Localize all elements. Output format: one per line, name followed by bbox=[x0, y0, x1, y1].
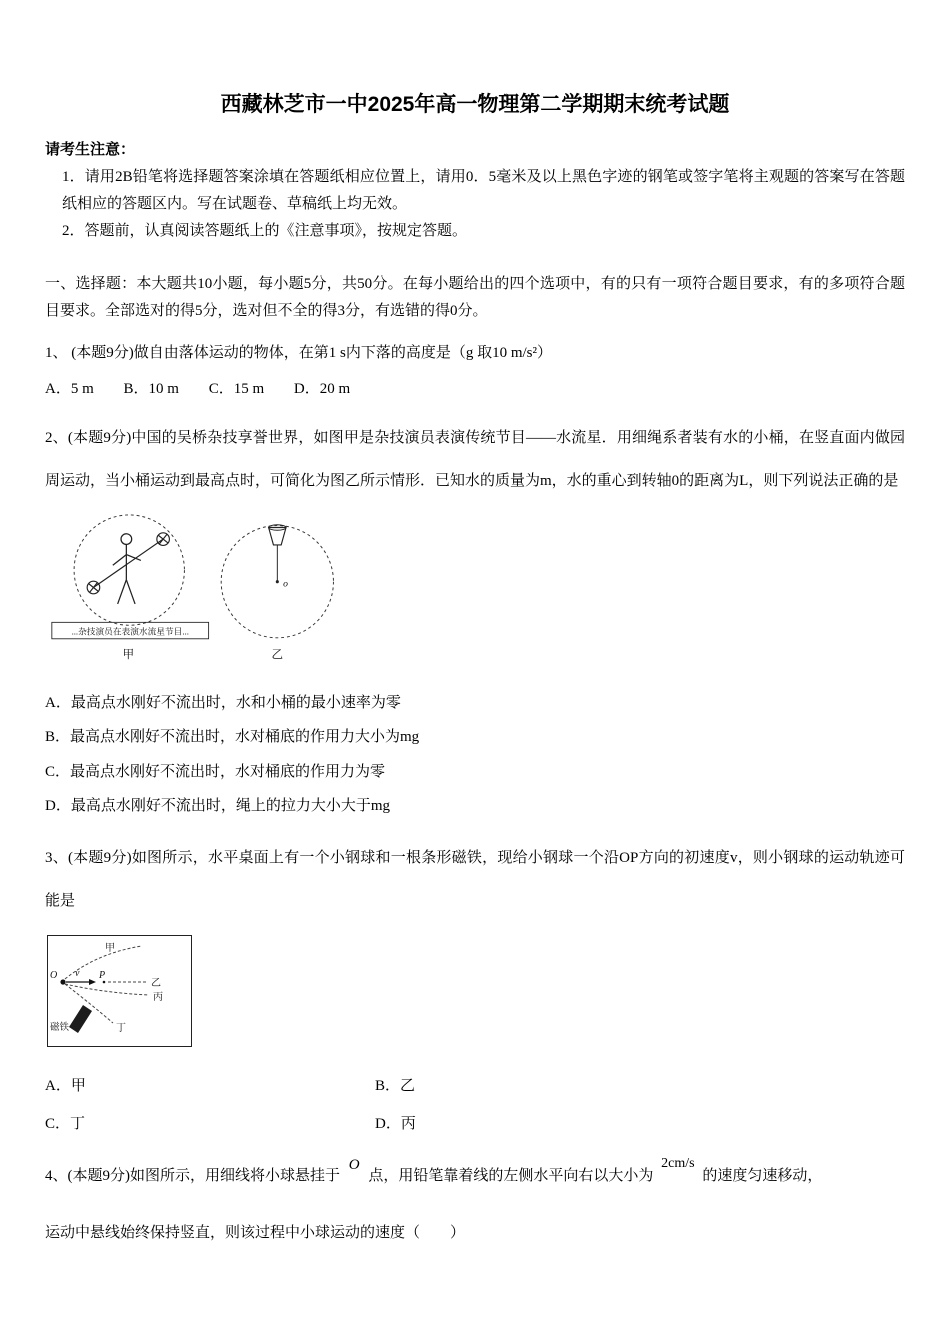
page-title: 西藏林芝市一中2025年高一物理第二学期期末统考试题 bbox=[220, 93, 730, 116]
figure-center-point-label: o bbox=[283, 578, 288, 590]
question-2 bbox=[45, 417, 905, 823]
figure-caption: ...杂技演员在表演水流星节目... bbox=[71, 626, 189, 637]
question-2-options bbox=[45, 686, 905, 823]
trajectory-ding-label: 丁 bbox=[116, 1022, 126, 1034]
option-c: C．15 m bbox=[208, 380, 265, 397]
point-P-dot bbox=[103, 980, 106, 983]
q4-point-O: O bbox=[348, 1156, 360, 1173]
question-2-figure-wrap bbox=[47, 510, 905, 670]
question-3-options bbox=[45, 1074, 905, 1133]
q4-stem-part-3: 的速度匀速移动， bbox=[702, 1167, 823, 1184]
option-c: C．丁 bbox=[45, 1115, 86, 1132]
notice-item-2: 2．答题前，认真阅读答题纸上的《注意事项》，按规定答题。 bbox=[62, 222, 468, 239]
figure-label-jia: 甲 bbox=[122, 648, 135, 662]
option-a: A．甲 bbox=[45, 1077, 86, 1094]
trajectory-jia-label: 甲 bbox=[105, 942, 115, 954]
performer-icon bbox=[113, 534, 141, 604]
option-b: B．最高点水刚好不流出时，水对桶底的作用力大小为mg bbox=[45, 729, 420, 746]
question-3-stem: 3、(本题9分)如图所示，水平桌面上有一个小钢球和一根条形磁铁，现给小钢球一个沿OP方向的初速度v，则小钢球的运动轨迹可能是 bbox=[45, 850, 905, 909]
question-2-stem: 2、(本题9分)中国的吴桥杂技享誉世界，如图甲是杂技演员表演传统节目——水流星．用细绳系者装有水的小桶，在竖直面内做园周运动，当小桶运动到最高点时，可简化为图乙所示情形．已知水的质量为m，水的重心到转轴0的距离为L，则下列说法正确的是 bbox=[45, 429, 905, 489]
option-a: A．5 m bbox=[45, 380, 94, 397]
option-c: C．最高点水刚好不流出时，水对桶底的作用力为零 bbox=[45, 763, 386, 780]
option-b: B．乙 bbox=[375, 1077, 416, 1094]
notice-item-1: 1．请用2B铅笔将选择题答案涂填在答题纸相应位置上，请用0．5毫米及以上黑色字迹的钢笔或签字笔将主观题的答案写在答题纸相应的答题区内。写在试题卷、草稿纸上均无效。 bbox=[62, 168, 905, 212]
rotation-path-left-icon bbox=[74, 515, 184, 625]
question-4 bbox=[45, 1155, 905, 1249]
q4-speed-value: 2cm/s bbox=[661, 1155, 695, 1171]
option-d: D．丙 bbox=[375, 1115, 416, 1132]
magnet-label: 磁铁 bbox=[50, 1022, 70, 1033]
question-1-stem: 1、 (本题9分)做自由落体运动的物体，在第1 s内下落的高度是（g 取10 m/s²） bbox=[45, 345, 552, 361]
point-P-label: P bbox=[99, 969, 106, 981]
point-O-label: O bbox=[50, 969, 58, 981]
velocity-arrowhead bbox=[89, 979, 96, 985]
option-a: A．最高点水刚好不流出时，水和小桶的最小速率为零 bbox=[45, 695, 401, 712]
option-d: D．最高点水刚好不流出时，绳上的拉力大小大于mg bbox=[45, 797, 391, 814]
q4-stem-part-2: 点，用铅笔靠着线的左侧水平向右以大小为 bbox=[368, 1167, 654, 1184]
magnet-icon bbox=[69, 1005, 92, 1033]
trajectory-ding-curve bbox=[65, 984, 113, 1023]
option-b: B．10 m bbox=[123, 380, 179, 397]
q3-figure bbox=[47, 935, 192, 1047]
trajectory-yi-label: 乙 bbox=[151, 977, 161, 989]
question-1-options bbox=[45, 376, 905, 403]
question-1 bbox=[45, 340, 905, 403]
notice-block bbox=[45, 138, 905, 245]
q4-stem-part-1: 4、(本题9分)如图所示，用细线将小球悬挂于 bbox=[45, 1167, 340, 1184]
trajectory-bing-label: 丙 bbox=[153, 991, 163, 1003]
question-3 bbox=[45, 837, 905, 1133]
steel-ball-icon bbox=[60, 979, 65, 984]
section-header: 一、选择题：本大题共10小题，每小题5分，共50分。在每小题给出的四个选项中，有的只有一项符合题目要求，有的多项符合题目要求。全部选对的得5分，选对但不全的得3分，有选错的得0分。 bbox=[45, 275, 905, 320]
notice-header: 请考生注意： bbox=[45, 142, 136, 158]
question-4-stem-line2: 运动中悬线始终保持竖直，则该过程中小球运动的速度（ ） bbox=[45, 1225, 466, 1242]
velocity-label: v bbox=[75, 967, 80, 979]
figure-label-yi: 乙 bbox=[271, 648, 284, 662]
option-d: D．20 m bbox=[293, 380, 351, 397]
question-4-stem bbox=[45, 1155, 905, 1191]
q2-figure bbox=[47, 510, 347, 665]
question-3-figure-wrap bbox=[47, 935, 905, 1052]
bucket-icon bbox=[269, 525, 286, 583]
